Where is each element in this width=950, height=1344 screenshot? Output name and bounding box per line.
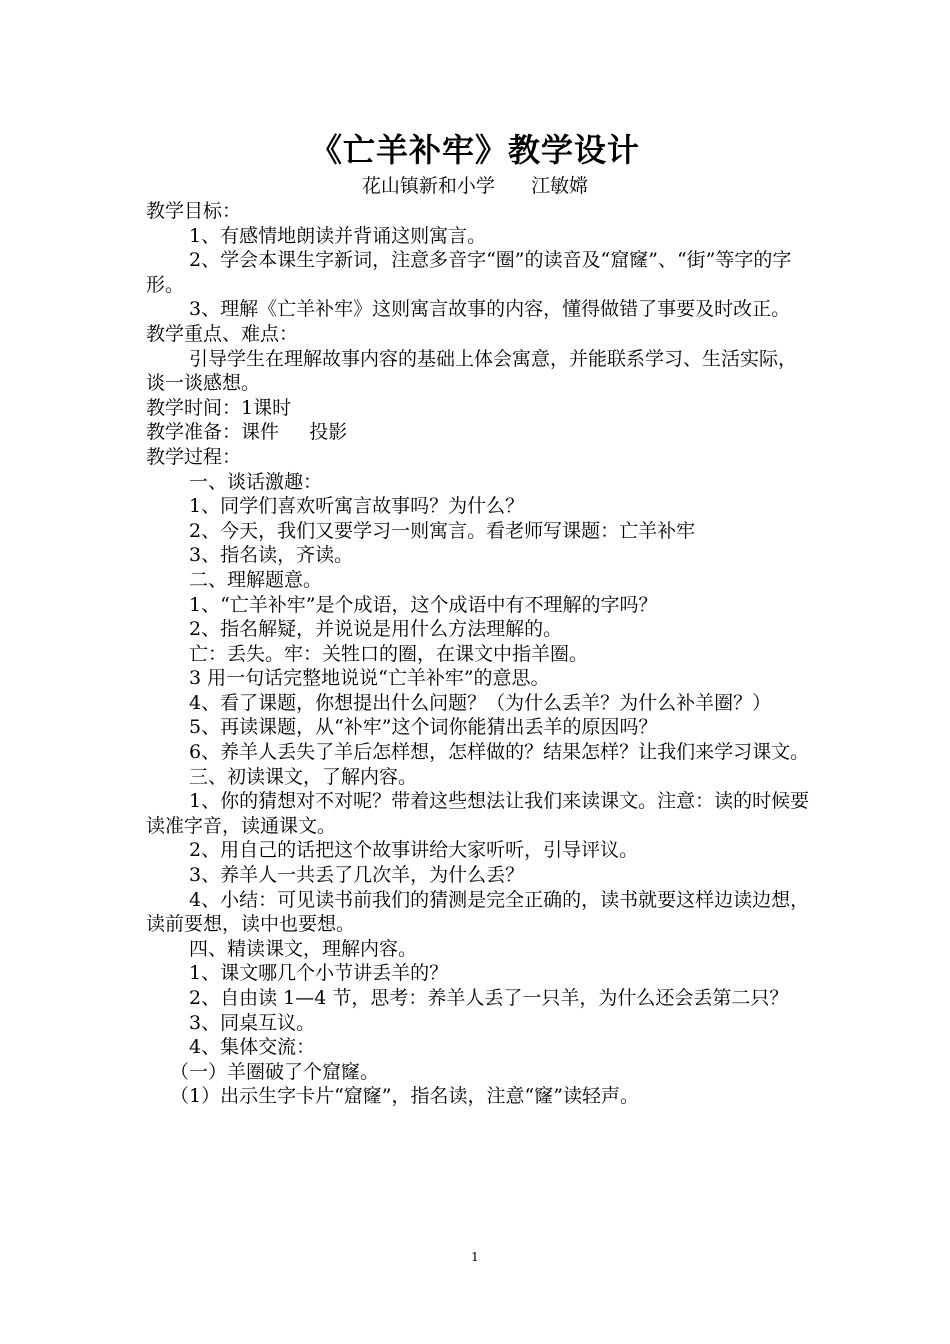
document-title: 《亡羊补牢》教学设计 <box>309 131 640 169</box>
body-paragraph: 2、学会本课生字新词，注意多音字“圈”的读音及“窟窿”、“街”等字的字形。 <box>146 249 792 296</box>
page-number: 1 <box>471 1250 479 1264</box>
section-heading: 教学时间：1课时 <box>146 396 292 419</box>
body-paragraph: 二、理解题意。 <box>189 568 323 591</box>
body-paragraph: 2、今天，我们又要学习一则寓言。看老师写课题：亡羊补牢 <box>189 519 696 542</box>
document-author-line: 花山镇新和小学 江敏嫦 <box>361 175 589 197</box>
body-paragraph: 4、看了课题，你想提出什么问题？（为什么丢羊？为什么补羊圈？） <box>189 691 772 714</box>
body-paragraph: 1、有感情地朗读并背诵这则寓言。 <box>189 224 487 247</box>
body-paragraph: 2、用自己的话把这个故事讲给大家听听，引导评议。 <box>189 839 639 862</box>
body-paragraph: 三、初读课文，了解内容。 <box>189 765 418 788</box>
body-paragraph: 1、课文哪几个小节讲丢羊的？ <box>189 962 449 985</box>
body-paragraph: 5、再读课题，从“补牢”这个词你能猜出丢羊的原因吗？ <box>189 716 658 739</box>
section-heading: 教学准备：课件 投影 <box>146 421 348 444</box>
body-paragraph: （一）羊圈破了个窟窿。 <box>170 1060 380 1083</box>
section-heading: 教学重点、难点： <box>146 322 299 345</box>
body-paragraph: （1）出示生字卡片“窟窿”，指名读，注意“窿”读轻声。 <box>170 1085 639 1108</box>
body-paragraph: 四、精读课文，理解内容。 <box>189 937 418 960</box>
body-paragraph: 1、同学们喜欢听寓言故事吗？为什么？ <box>189 495 525 518</box>
body-paragraph: 2、自由读 1—4 节，思考：养羊人丢了一只羊，为什么还会丢第二只？ <box>189 987 789 1009</box>
body-paragraph: 2、指名解疑，并说说是用什么方法理解的。 <box>189 618 563 641</box>
section-heading: 教学目标： <box>146 200 242 222</box>
body-paragraph: 3、同桌互议。 <box>189 1011 316 1034</box>
body-paragraph: 1、“亡羊补牢”是个成语，这个成语中有不理解的字吗？ <box>189 593 658 616</box>
body-paragraph: 6、养羊人丢失了羊后怎样想，怎样做的？结果怎样？让我们来学习课文。 <box>189 741 810 764</box>
body-paragraph: 3 用一句话完整地说说“亡羊补牢”的意思。 <box>189 667 550 690</box>
body-paragraph: 3、养羊人一共丢了几次羊，为什么丢？ <box>189 864 525 887</box>
body-paragraph: 4、集体交流： <box>189 1036 316 1059</box>
document-body <box>146 199 810 1109</box>
body-paragraph: 亡：丢失。牢：关牲口的圈，在课文中指羊圈。 <box>189 642 589 665</box>
body-paragraph: 一、谈话激趣： <box>189 470 323 493</box>
body-paragraph: 3、指名读，齐读。 <box>189 544 354 567</box>
section-heading: 教学过程： <box>146 445 242 468</box>
body-paragraph: 1、你的猜想对不对呢？带着这些想法让我们来读课文。注意：读的时候要读准字音，读通课文。 <box>146 790 810 837</box>
body-paragraph: 引导学生在理解故事内容的基础上体会寓意，并能联系学习、生活实际，谈一谈感想。 <box>146 347 798 395</box>
body-paragraph: 3、理解《亡羊补牢》这则寓言故事的内容，懂得做错了事要及时改正。 <box>189 298 791 321</box>
body-paragraph: 4、小结：可见读书前我们的猜测是完全正确的，读书就要这样边读边想，读前要想，读中也要想。 <box>146 888 810 936</box>
